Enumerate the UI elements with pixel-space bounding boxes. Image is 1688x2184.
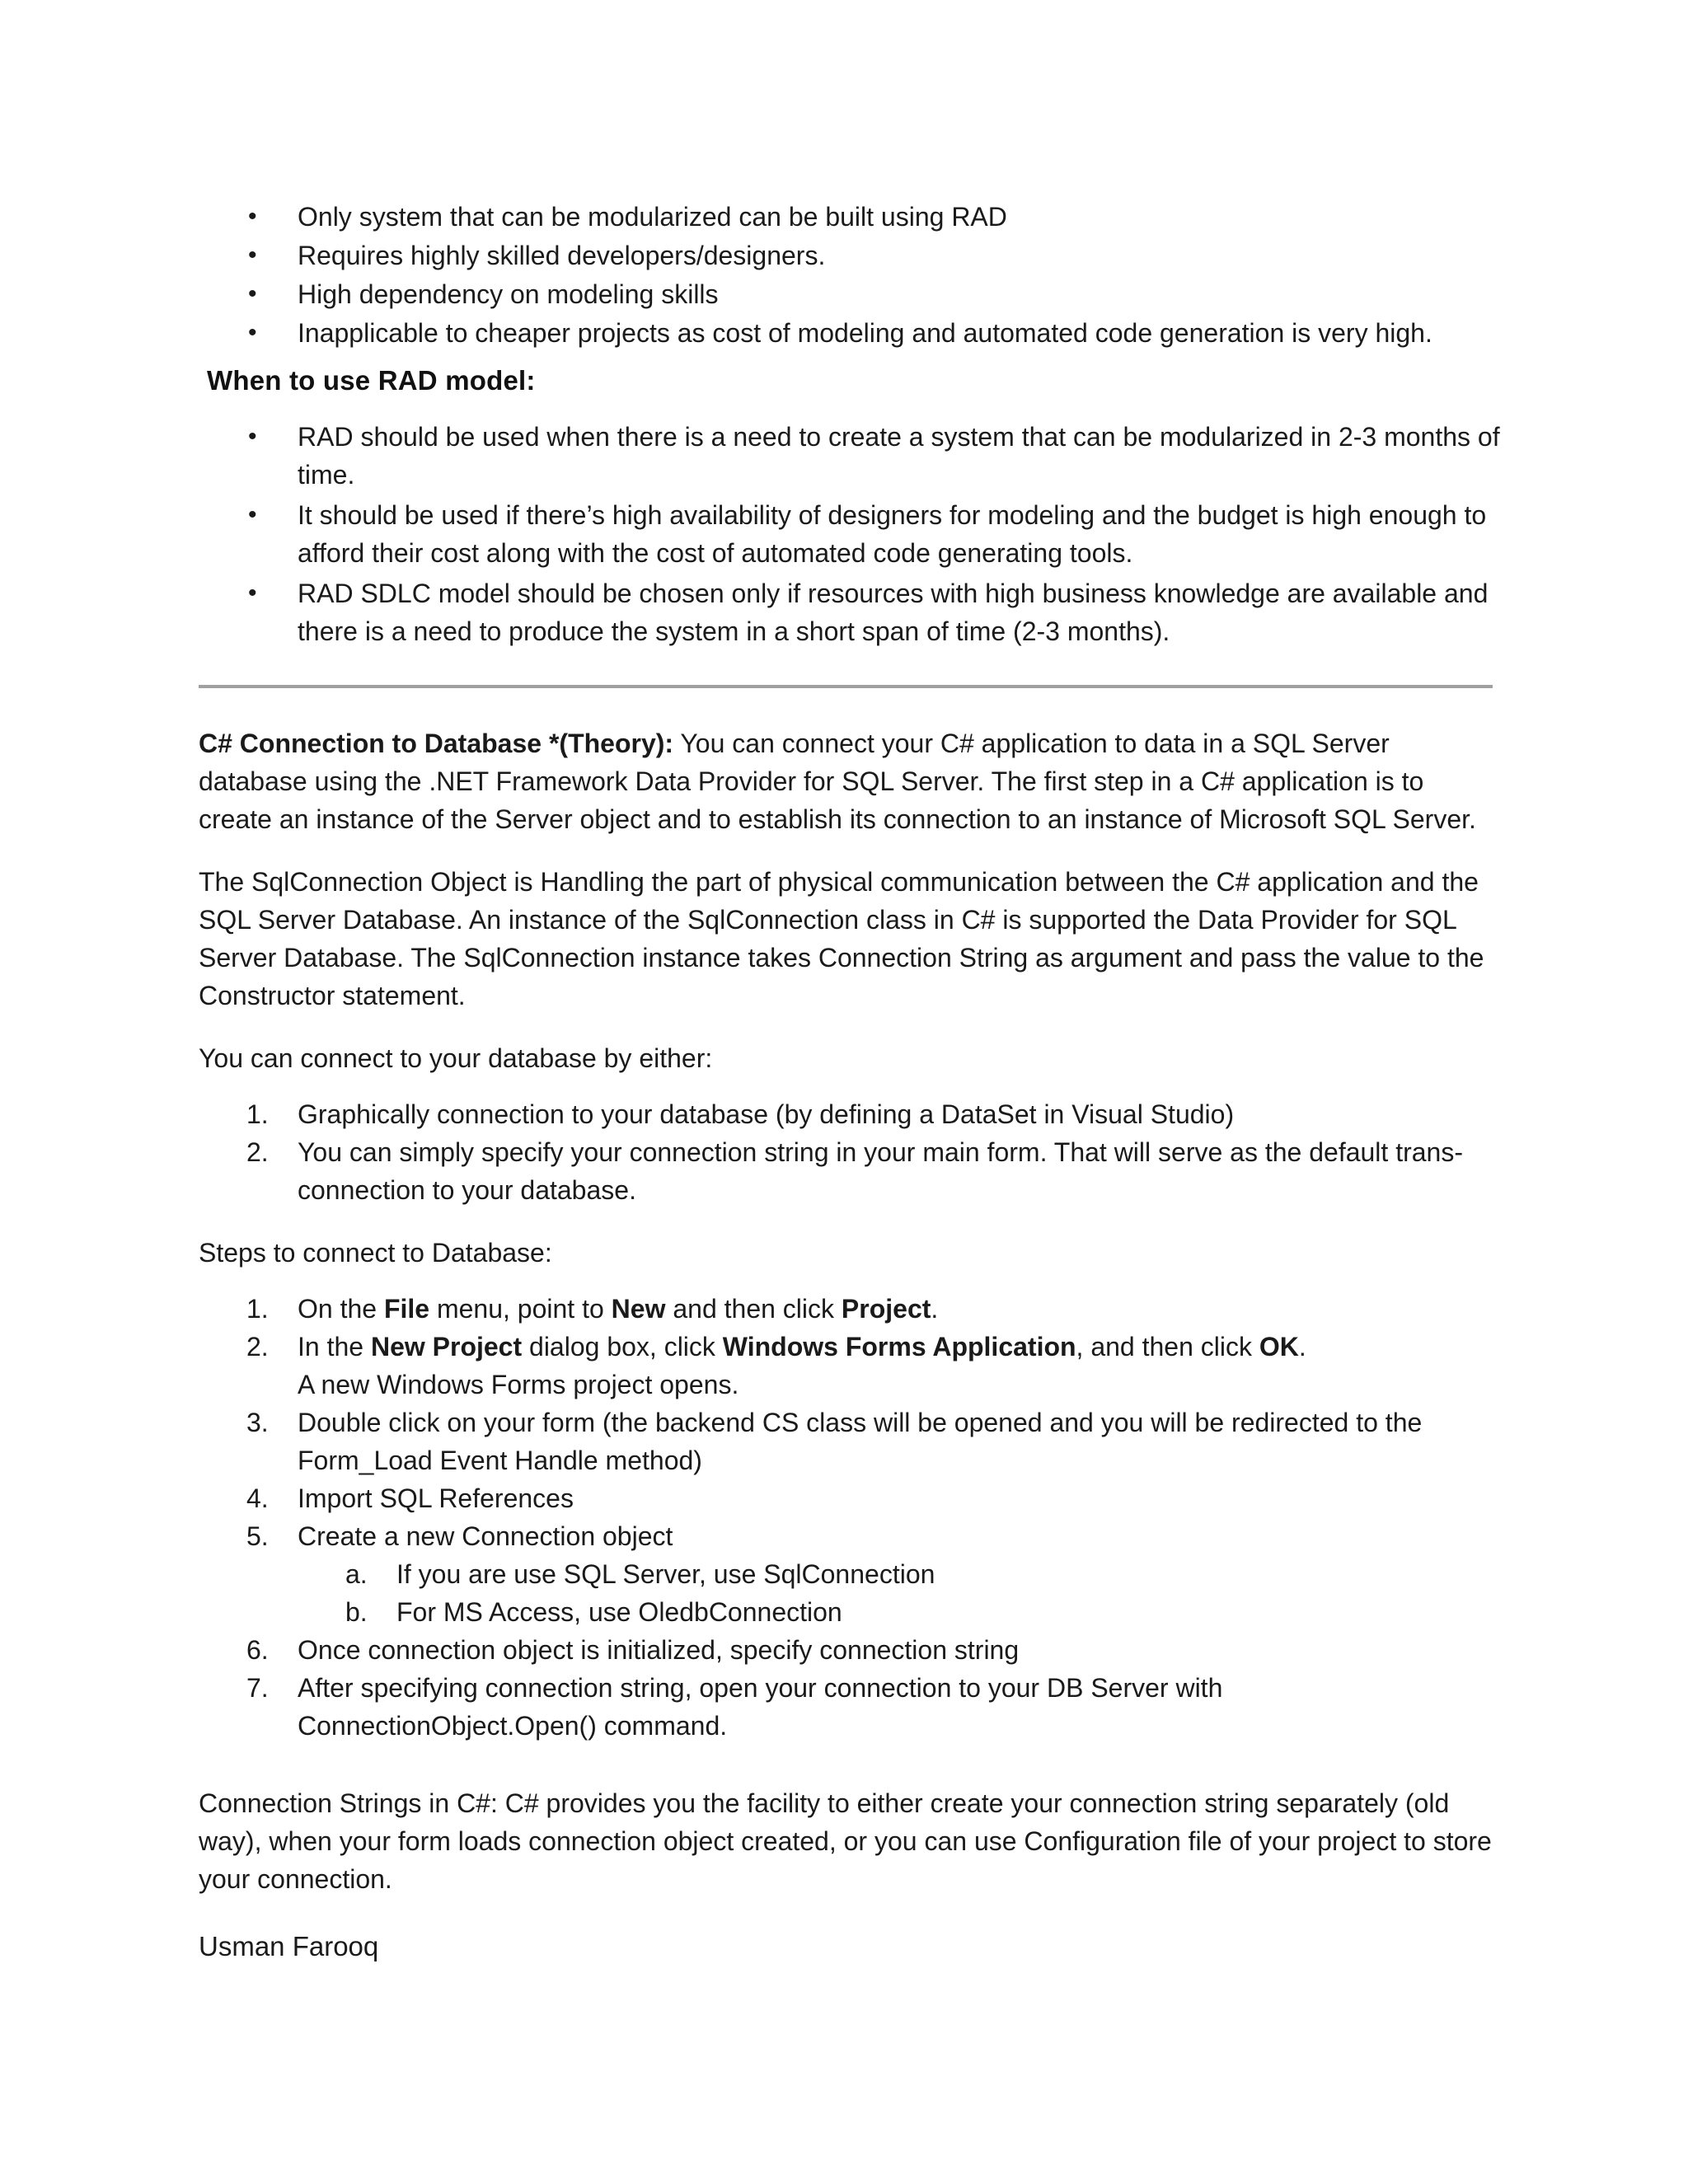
menu-name-project: Project: [841, 1294, 931, 1324]
connect-options-list: [199, 1095, 1501, 1209]
connection-types-list: [298, 1555, 1501, 1631]
section-divider: [199, 685, 1493, 688]
list-item: [199, 1404, 1501, 1479]
when-to-use-heading: When to use RAD model:: [207, 365, 536, 396]
list-item: • RAD should be used when there is a need to create a system that can be modularized in 2-3 months of time.: [199, 418, 1501, 494]
list-item: [298, 1555, 1501, 1593]
list-item: • Requires highly skilled developers/designers.: [199, 237, 1501, 274]
connect-by-text: You can connect to your database by either:: [199, 1043, 713, 1073]
step-text: and then click: [665, 1294, 842, 1324]
step-text: If you are use SQL Server, use SqlConnection: [396, 1559, 935, 1589]
menu-name-file: File: [383, 1294, 430, 1324]
page-content: [199, 198, 1501, 1966]
csharp-section-heading: C# Connection to Database *(Theory):: [199, 729, 674, 758]
list-item-text: You can simply specify your connection string in your main form. That will serve as the default trans-connection to your database.: [298, 1137, 1463, 1205]
step-text: After specifying connection string, open your connection to your DB Server with ConnectionObject.Open() command.: [298, 1673, 1223, 1741]
step-text: In the: [298, 1332, 371, 1361]
list-number: 6.: [246, 1635, 269, 1665]
list-number: 7.: [246, 1673, 269, 1703]
list-number: 5.: [246, 1521, 269, 1551]
sqlconnection-paragraph: The SqlConnection Object is Handling the part of physical communication between the C# application and the SQL Server Database. An instance of the SqlConnection class in C# is supported the Data Provider for SQL Server Database. The SqlConnection instance takes Connection String as argument and pass the value to the Constructor statement.: [199, 867, 1484, 1010]
list-number: 1.: [246, 1099, 269, 1129]
menu-name-new: New: [611, 1294, 666, 1324]
step-text: .: [931, 1294, 939, 1324]
step-text: .: [1298, 1332, 1306, 1361]
when-to-use-list: [199, 418, 1501, 650]
step-text: menu, point to: [429, 1294, 612, 1324]
step-text: A new Windows Forms project opens.: [298, 1370, 739, 1399]
list-number: 3.: [246, 1408, 269, 1437]
author-name: Usman Farooq: [199, 1931, 379, 1961]
list-item: [199, 1290, 1501, 1328]
list-item: [199, 1631, 1501, 1669]
list-item: • RAD SDLC model should be chosen only if resources with high business knowledge are available and there is a need to produce the system in a short span of time (2-3 months).: [199, 574, 1501, 650]
template-name-windows-forms: Windows Forms Application: [722, 1332, 1076, 1361]
list-item: [199, 1517, 1501, 1631]
dialog-name-new-project: New Project: [370, 1332, 523, 1361]
list-letter: b.: [345, 1597, 368, 1627]
step-text: Once connection object is initialized, specify connection string: [298, 1635, 1020, 1665]
list-item: [298, 1593, 1501, 1631]
list-item: [199, 1479, 1501, 1517]
list-item: • High dependency on modeling skills: [199, 275, 1501, 313]
list-item: [199, 1095, 1501, 1133]
list-number: 2.: [246, 1137, 269, 1167]
list-item: [199, 1328, 1501, 1404]
step-text: On the: [298, 1294, 384, 1324]
step-text: For MS Access, use OledbConnection: [396, 1597, 842, 1627]
list-item: [199, 1133, 1501, 1209]
list-letter: a.: [345, 1559, 368, 1589]
list-number: 1.: [246, 1294, 269, 1324]
list-number: 2.: [246, 1332, 269, 1361]
list-item: [199, 1669, 1501, 1745]
step-text: , and then click: [1076, 1332, 1259, 1361]
connection-strings-paragraph: Connection Strings in C#: C# provides you the facility to either create your connection string separately (old way), when your form loads connection object created, or you can use Configuration file of your project to store your connection.: [199, 1788, 1492, 1894]
steps-list: [199, 1290, 1501, 1745]
list-item-text: Graphically connection to your database (by defining a DataSet in Visual Studio): [298, 1099, 1235, 1129]
list-item: • Inapplicable to cheaper projects as cost of modeling and automated code generation is very high.: [199, 314, 1501, 352]
step-text: Import SQL References: [298, 1483, 574, 1513]
steps-heading: Steps to connect to Database:: [199, 1238, 552, 1268]
step-text: Double click on your form (the backend CS class will be opened and you will be redirected to the Form_Load Event Handle method): [298, 1408, 1423, 1475]
list-item: • It should be used if there’s high availability of designers for modeling and the budget is high enough to afford their cost along with the cost of automated code generating tools.: [199, 496, 1501, 572]
step-text: dialog box, click: [522, 1332, 723, 1361]
list-number: 4.: [246, 1483, 269, 1513]
csharp-intro-paragraph: [199, 724, 1501, 838]
csharp-intro-text: You can connect your C# application to data in a SQL Server database using the .NET Framework Data Provider for SQL Server. The first step in a C# application is to create an instance of the Server object and to establish its connection to an instance of Microsoft SQL Server.: [199, 729, 1476, 834]
list-item: • Only system that can be modularized can be built using RAD: [199, 198, 1501, 236]
rad-disadvantages-list: [199, 198, 1501, 352]
button-name-ok: OK: [1259, 1332, 1299, 1361]
step-text: Create a new Connection object: [298, 1521, 673, 1551]
